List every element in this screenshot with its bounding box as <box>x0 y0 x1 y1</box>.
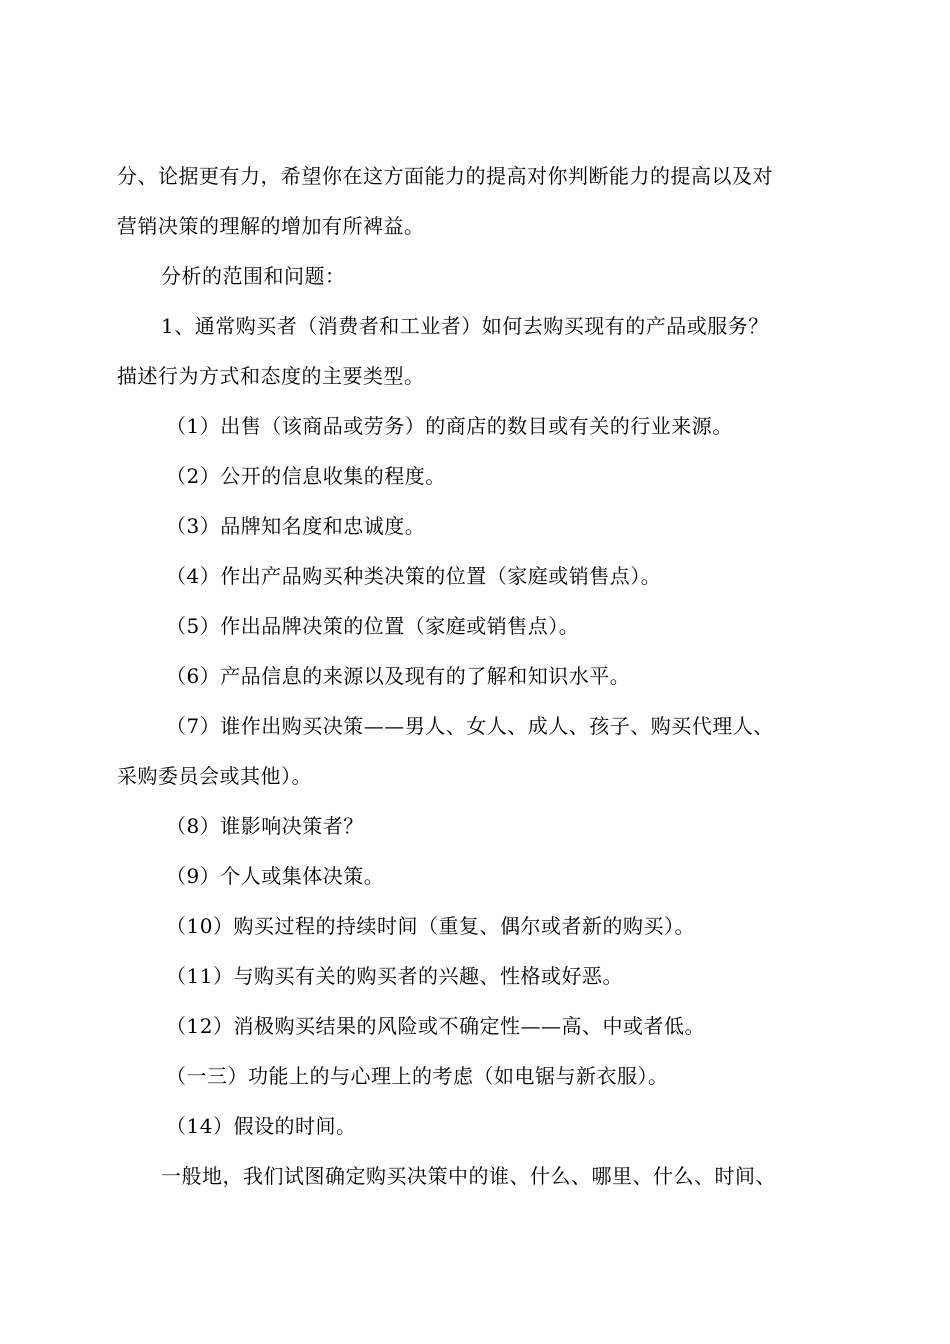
paragraph-line: 一般地，我们试图确定购买决策中的谁、什么、哪里、什么、时间、 <box>161 1164 776 1188</box>
paragraph-line: 营销决策的理解的增加有所裨益。 <box>117 214 425 238</box>
question-line: 1、通常购买者（消费者和工业者）如何去购买现有的产品或服务？ <box>161 314 769 338</box>
list-item: （4）作出产品购买种类决策的位置（家庭或销售点）。 <box>166 564 662 588</box>
list-item: （1）出售（该商品或劳务）的商店的数目或有关的行业来源。 <box>166 414 733 438</box>
list-item: （14）假设的时间。 <box>166 1114 357 1138</box>
list-item: （2）公开的信息收集的程度。 <box>166 464 446 488</box>
list-item: （10）购买过程的持续时间（重复、偶尔或者新的购买）。 <box>166 914 695 938</box>
list-item: （11）与购买有关的购买者的兴趣、性格或好恶。 <box>166 964 623 988</box>
list-item: （一三）功能上的与心理上的考虑（如电锯与新衣服）。 <box>166 1064 669 1088</box>
list-item: 采购委员会或其他）。 <box>117 764 312 788</box>
paragraph-line: 分、论据更有力，希望你在这方面能力的提高对你判断能力的提高以及对 <box>117 164 773 188</box>
list-item: （3）品牌知名度和忠诚度。 <box>166 514 426 538</box>
list-item: （6）产品信息的来源以及现有的了解和知识水平。 <box>166 664 631 688</box>
section-heading: 分析的范围和问题： <box>161 264 346 288</box>
list-item: （8）谁影响决策者？ <box>166 814 364 838</box>
list-item: （5）作出品牌决策的位置（家庭或销售点）。 <box>166 614 580 638</box>
list-item: （12）消极购买结果的风险或不确定性——高、中或者低。 <box>166 1014 705 1038</box>
question-line: 描述行为方式和态度的主要类型。 <box>117 364 425 388</box>
list-item: （9）个人或集体决策。 <box>166 864 385 888</box>
list-item: （7）谁作出购买决策——男人、女人、成人、孩子、购买代理人、 <box>166 714 774 738</box>
